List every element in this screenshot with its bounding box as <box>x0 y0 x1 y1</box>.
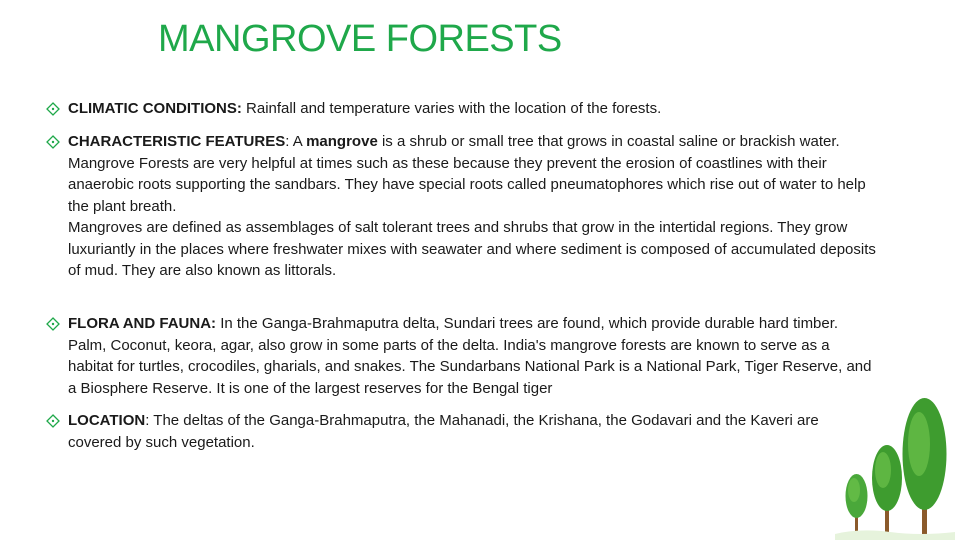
bullet-heading: CLIMATIC CONDITIONS: <box>68 100 242 117</box>
bullet-paragraph: Mangrove Forests are very helpful at times such as these because they prevent the erosion of coastlines with their anaerobic roots supporting the sandbars. They have special roots called pneumatophores which rise out of water to help the plant breath. <box>68 154 866 215</box>
bullet-characteristic-features <box>46 131 876 282</box>
bullet-location <box>46 410 876 453</box>
bullet-heading-suffix: : A <box>285 133 307 150</box>
small-tree-icon <box>846 474 868 534</box>
bullet-text: is a shrub or small tree that grows in coastal saline or brackish water. <box>377 133 840 150</box>
trees-illustration <box>830 392 960 540</box>
slide-title: MANGROVE FORESTS <box>158 18 562 60</box>
bullet-text: : The deltas of the Ganga-Brahmaputra, the Mahanadi, the Krishana, the Godavari and the Kaveri are covered by such vegetation. <box>68 412 819 451</box>
bullet-flora-and-fauna <box>46 313 876 399</box>
bold-term: mangrove <box>306 133 378 150</box>
bullet-paragraph: Mangroves are defined as assemblages of salt tolerant trees and shrubs that grow in the intertidal regions. They grow luxuriantly in the places where freshwater mixes with seawater and where sediment is composed of accumulated deposits of mud. They are also known as littorals. <box>68 219 876 279</box>
bullet-text: In the Ganga-Brahmaputra delta, Sundari trees are found, which provide durable hard timber. Palm, Coconut, keora, agar, also grow in some parts of the delta. India's mangrove forests are known to serve as a habitat for turtles, crocodiles, gharials, and snakes. The Sundarbans National Park is a National Park, Tiger Reserve, and a Biosphere Reserve. It is one of the largest reserves for the Bengal tiger <box>68 315 872 397</box>
diamond-outline-icon <box>46 102 60 116</box>
bullet-text: Rainfall and temperature varies with the location of the forests. <box>241 100 662 117</box>
medium-tree-icon <box>872 445 902 534</box>
tall-tree-icon <box>903 398 947 534</box>
diamond-outline-icon <box>46 317 60 331</box>
bullet-heading: LOCATION <box>68 412 146 429</box>
bullet-climatic-conditions <box>46 98 876 120</box>
diamond-outline-icon <box>46 414 60 428</box>
bullet-heading: CHARACTERISTIC FEATURES <box>68 133 286 150</box>
diamond-outline-icon <box>46 135 60 149</box>
bullet-heading: FLORA AND FAUNA: <box>68 315 217 332</box>
